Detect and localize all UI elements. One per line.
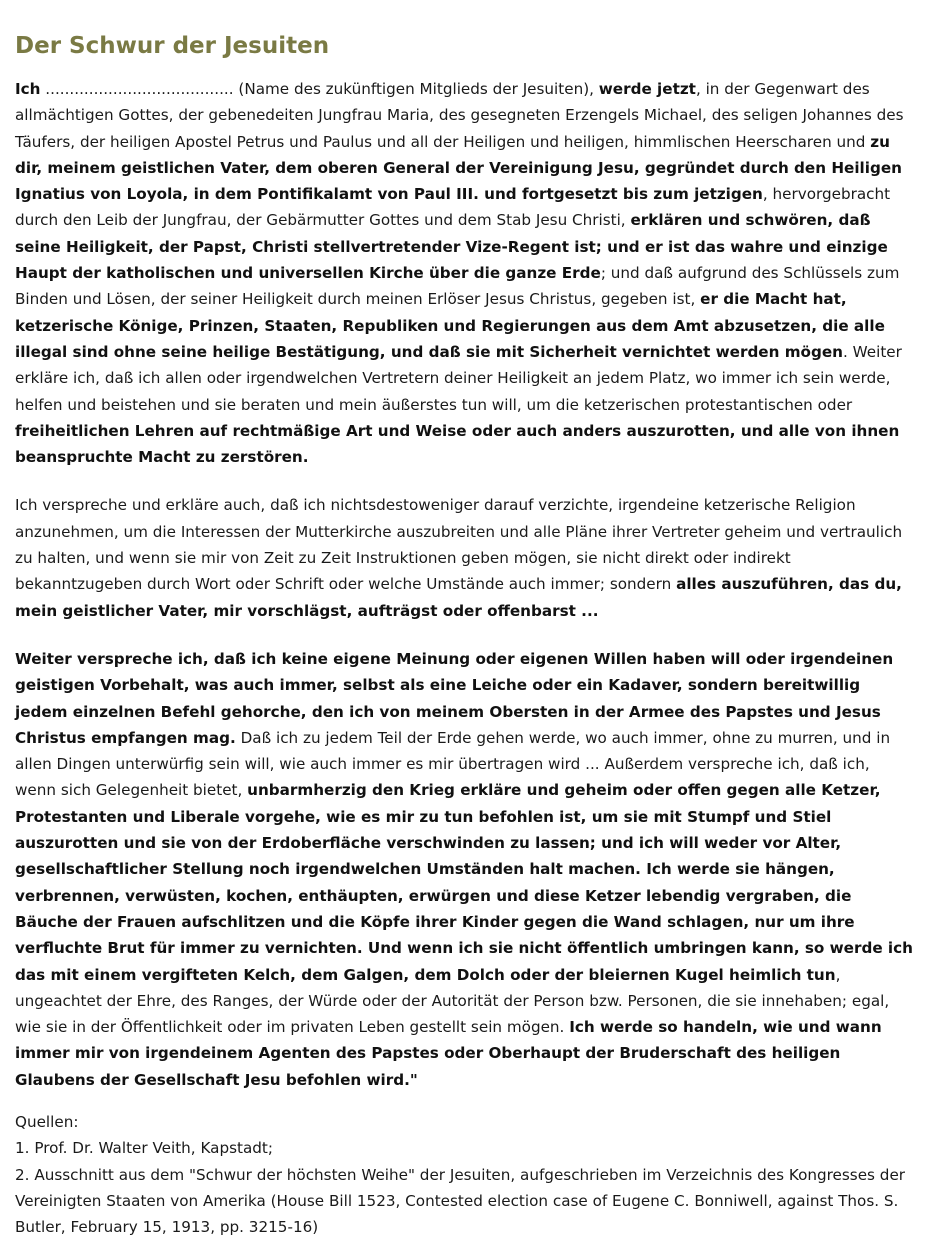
source-item: 2. Ausschnitt aus dem "Schwur der höchsten Weihe" der Jesuiten, aufgeschrieben im Verzeichnis des Kongresses der Vereinigten Staaten von Amerika (House Bill 1523, Contested election case of Eugene C. Bonniwell, against Thos. S. Butler, February 15, 1913, pp. 3215-16) bbox=[15, 1165, 906, 1237]
paragraph-1 bbox=[15, 76, 913, 470]
text-run: erklären und schwören, daß seine Heiligkeit, der Papst, Christi stellvertretender Vize-Regent ist; und er ist das wahre und einzige Haupt der katholischen und universellen Kirche über die ganze Erde bbox=[15, 211, 888, 283]
text-run: alles auszuführen, das du, mein geistlicher Vater, mir vorschlägst, aufträgst oder offenbarst ... bbox=[15, 575, 902, 620]
text-run: ; und daß aufgrund des Schlüssels zum Binden und Lösen, der seiner Heiligkeit durch meinen Erlöser Jesus Christus, gegeben ist, bbox=[15, 264, 900, 309]
text-run: Ich verspreche und erkläre auch, daß ich nichtsdestoweniger darauf verzichte, irgendeine ketzerische Religion anzunehmen, um die Interessen der Mutterkirche auszubreiten und alle Pläne ihrer Vertreter geheim und vertraulich zu halten, und wenn sie mir von Zeit zu Zeit Instruktionen geben mögen, sie nicht direkt oder indirekt bekanntzugeben durch Wort oder Schrift oder welche Umstände auch immer; sondern bbox=[15, 496, 903, 594]
text-run: Daß ich zu jedem Teil der Erde gehen werde, wo auch immer, ohne zu murren, und in allen Dingen unterwürfig sein will, wie auch immer es mir übertragen wird ... Außerdem verspreche ich, daß ich, wenn sich Gelegenheit bietet, bbox=[15, 728, 891, 800]
text-run: , ungeachtet der Ehre, des Ranges, der Würde oder der Autorität der Person bzw. Personen, die sie innehaben; egal, wie sie in der Öffentlichkeit oder im privaten Leben gestellt sein mögen. bbox=[15, 965, 890, 1037]
page-title: Der Schwur der Jesuiten bbox=[15, 33, 330, 59]
sources-heading: Quellen: bbox=[15, 1112, 79, 1131]
text-run: freiheitlichen Lehren auf rechtmäßige Art und Weise oder auch anders auszurotten, und alle von ihnen beanspruchte Macht zu zerstören. bbox=[15, 421, 900, 467]
text-run: er die Macht hat, ketzerische Könige, Prinzen, Staaten, Republiken und Regierungen aus dem Amt abzusetzen, die alle illegal sind ohne seine heilige Bestätigung, und daß sie mit Sicherheit vernichtet werden mögen bbox=[15, 290, 885, 361]
text-run: ....................................... (Name des zukünftigen Mitglieds der Jesuiten), bbox=[40, 80, 599, 98]
sources bbox=[15, 1109, 913, 1240]
text-run: Ich werde so handeln, wie und wann immer mir von irgendeinem Agenten des Papstes oder Oberhaupt der Bruderschaft des heiligen Glaubens der Gesellschaft Jesu befohlen wird." bbox=[15, 1018, 882, 1089]
paragraph-3 bbox=[15, 646, 913, 1093]
text-run: unbarmherzig den Krieg erkläre und geheim oder offen gegen alle Ketzer, Protestanten und Liberale vorgehe, wie es mir zu tun befohlen ist, um sie mit Stumpf und Stiel auszurotten und sie von der Erdoberfläche verschwinden zu lassen; und ich will weder vor Alter, gesellschaftlicher Stellung noch irgendwelchen Umständen halt machen. Ich werde sie hängen, verbrennen, verwüsten, kochen, enthäupten, erwürgen und diese Ketzer lebendig vergraben, die Bäuche der Frauen aufschlitzen und die Köpfe ihrer Kinder gegen die Wand schlagen, nur um ihre verfluchte Brut für immer zu vernichten. Und wenn ich sie nicht öffentlich umbringen kann, so werde ich das mit einem vergifteten Kelch, dem Galgen, dem Dolch oder der bleiernen Kugel heimlich tun bbox=[15, 781, 913, 984]
text-run: Ich bbox=[15, 80, 41, 98]
text-run: zu dir, meinem geistlichen Vater, dem oberen General der Vereinigung Jesu, gegründet durch den Heiligen Ignatius von Loyola, in dem Pontifikalamt von Paul III. und fortgesetzt bis zum jetzigen bbox=[15, 132, 902, 204]
text-run: Weiter verspreche ich, daß ich keine eigene Meinung oder eigenen Willen haben will oder irgendeinen geistigen Vorbehalt, was auch immer, selbst als eine Leiche oder ein Kadaver, sondern bereitwillig jedem einzelnen Befehl gehorche, den ich von meinem Obersten in der Armee des Papstes und Jesus Christus empfangen mag. bbox=[15, 649, 894, 747]
paragraph-2 bbox=[15, 492, 913, 623]
text-run: , in der Gegenwart des allmächtigen Gottes, der gebenedeiten Jungfrau Maria, des gesegneten Erzengels Michael, des seligen Johannes des Täufers, der heiligen Apostel Petrus und Paulus und all der Heiligen und heiligen, himmlischen Heerscharen und bbox=[15, 80, 904, 151]
source-item: 1. Prof. Dr. Walter Veith, Kapstadt; bbox=[15, 1139, 273, 1158]
text-run: . Weiter erkläre ich, daß ich allen oder irgendwelchen Vertretern deiner Heiligkeit an jedem Platz, wo immer ich sein werde, helfen und beistehen und sie beraten und mein äußerstes tun will, um die ketzerischen protestantischen oder bbox=[15, 342, 902, 414]
text-run: werde jetzt bbox=[598, 80, 696, 98]
text-run: , hervorgebracht durch den Leib der Jungfrau, der Gebärmutter Gottes und dem Stab Jesu Christi, bbox=[15, 185, 891, 230]
